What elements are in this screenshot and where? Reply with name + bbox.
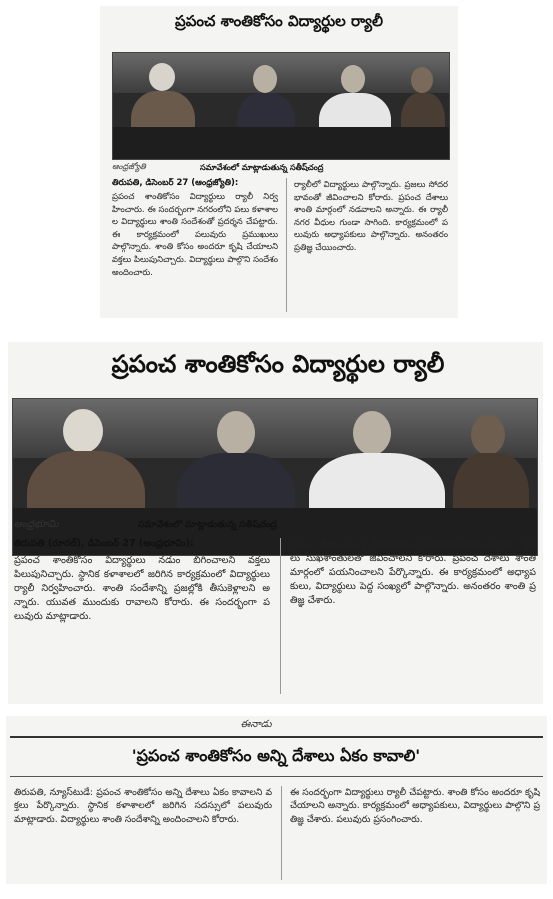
clip2-photo — [12, 398, 538, 556]
clip1-body-left: ప్రపంచ శాంతికోసం విద్యార్థులు ర్యాలీ నిర్వహించారు. ఈ సందర్భంగా నగరంలోని పలు కళాశాలల విద్యార్థులు శాంతి సందేశంతో ప్రదర్శన చేపట్టారు. ఈ కార్యక్రమంలో పలువురు ప్రముఖులు పాల్గొన్నారు. శాంతి కోసం అందరూ కృషి చేయాలని వక్తలు పిలుపునిచ్చారు. విద్యార్థులు పాల్గొని సందేశం అందించారు. — [112, 191, 278, 277]
clip3-top-rule — [10, 736, 543, 738]
news-clipping-1 — [100, 6, 458, 318]
clip2-source-handwritten: ఆంధ్రభూమి — [14, 519, 59, 530]
clip1-photo-caption: సమావేశంలో మాట్లాడుతున్న సతీష్‌చంద్ర — [200, 163, 324, 172]
clip2-body-left: ప్రపంచ శాంతికోసం విద్యార్థులు నడుం బిగించాలని వక్తలు పిలుపునిచ్చారు. స్థానిక కళాశాలలో జరిగిన కార్యక్రమంలో విద్యార్థులు ర్యాలీ నిర్వహించారు. శాంతి సందేశాన్ని ప్రజల్లోకి తీసుకెళ్లాలని అన్నారు. యువత ముందుకు రావాలని కోరారు. ఈ సందర్భంగా పలువురు మాట్లాడారు. — [14, 555, 270, 622]
clip3-source-handwritten: ఈనాడు — [240, 719, 272, 730]
clip2-photo-caption: సమావేశంలో మాట్లాడుతున్న సతీష్‌చంద్ర — [138, 520, 277, 530]
news-clipping-2 — [8, 342, 543, 704]
clip1-source-handwritten: ఆంధ్రజ్యోతి — [112, 162, 146, 171]
clip3-body-left: తిరుపతి, న్యూస్‌టుడే: ప్రపంచ శాంతికోసం అన్ని దేశాలు ఏకం కావాలని వక్తలు పేర్కొన్నారు. స్థానిక కళాశాలలో జరిగిన సదస్సులో పలువురు మాట్లాడారు. విద్యార్థులు శాంతి సందేశాన్ని అందించాలని కోరారు. — [14, 787, 272, 825]
clip3-headline: 'ప్రపంచ శాంతికోసం అన్ని దేశాలు ఏకం కావాలి' — [131, 746, 421, 765]
clip2-body-right: ప్రపంచ దేశాల మధ్య సోదరభావం పెంపొందించాలని అన్నారు. ప్రజలు సుఖశాంతులతో జీవించాలని కోరారు. ప్రపంచ దేశాలు శాంతి మార్గంలో పయనించాలని పేర్కొన్నారు. ఈ కార్యక్రమంలో అధ్యాపకులు, విద్యార్థులు పెద్ద సంఖ్యలో పాల్గొన్నారు. అనంతరం శాంతి ప్రతిజ్ఞ చేశారు. — [290, 539, 536, 606]
clip1-body-right: ర్యాలీలో విద్యార్థులు పాల్గొన్నారు. ప్రజలు సోదరభావంతో జీవించాలని కోరారు. ప్రపంచ దేశాలు శాంతి మార్గంలో నడవాలని అన్నారు. ఈ ర్యాలీ నగర వీధుల గుండా సాగింది. కార్యక్రమంలో పలువురు అధ్యాపకులు పాల్గొన్నారు. అనంతరం ప్రతిజ్ఞ చేయించారు. — [294, 179, 448, 252]
clip3-headline-rule — [10, 776, 543, 777]
clip2-dateline: తిరుపతి (రూరల్), డిసెంబర్ 27 (ఆంధ్రభూమి): — [14, 538, 194, 549]
clip1-photo — [112, 52, 450, 160]
clip1-headline: ప్రపంచ శాంతికోసం విద్యార్థుల ర్యాలీ — [175, 12, 383, 30]
news-clipping-3 — [6, 716, 547, 884]
clip2-headline: ప్రపంచ శాంతికోసం విద్యార్థుల ర్యాలీ — [111, 350, 445, 378]
clip1-dateline: తిరుపతి, డిసెంబర్ 27 (ఆంధ్రజ్యోతి): — [112, 178, 239, 188]
clip3-body-right: ఈ సందర్భంగా విద్యార్థులు ర్యాలీ చేపట్టారు. శాంతి కోసం అందరూ కృషి చేయాలని అన్నారు. కార్యక్రమంలో అధ్యాపకులు, విద్యార్థులు పాల్గొని ప్రతిజ్ఞ చేశారు. పలువురు ప్రసంగించారు. — [290, 787, 540, 825]
